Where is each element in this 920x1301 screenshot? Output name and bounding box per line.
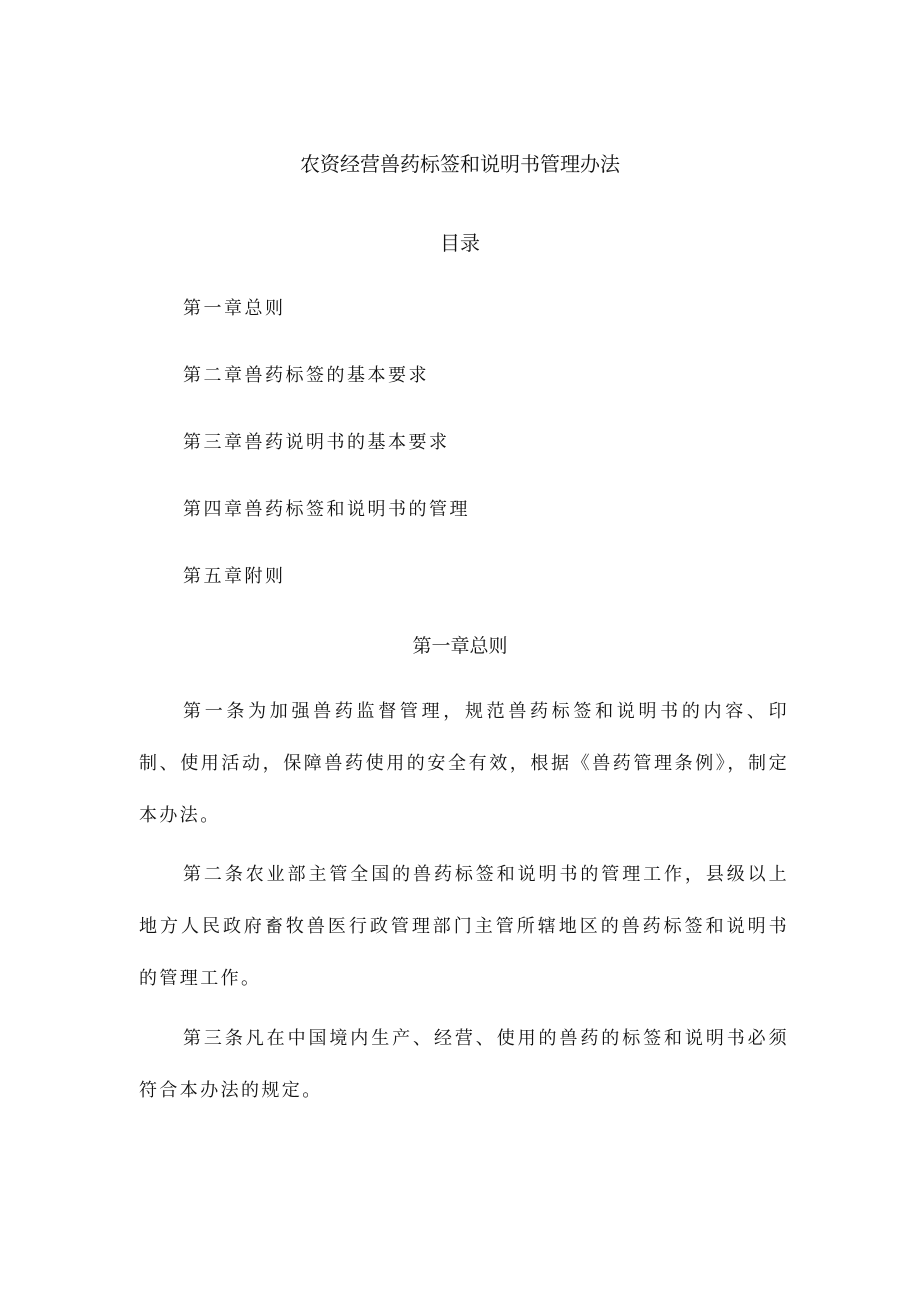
document-title: 农资经营兽药标签和说明书管理办法 bbox=[300, 152, 620, 176]
article-3: 第三条凡在中国境内生产、经营、使用的兽药的标签和说明书必须符合本办法的规定。 bbox=[139, 1028, 789, 1101]
article-2: 第二条农业部主管全国的兽药标签和说明书的管理工作，县级以上地方人民政府畜牧兽医行政管理部门主管所辖地区的兽药标签和说明书的管理工作。 bbox=[139, 864, 789, 989]
toc-heading: 目录 bbox=[440, 231, 480, 255]
article-1: 第一条为加强兽药监督管理，规范兽药标签和说明书的内容、印制、使用活动，保障兽药使用的安全有效，根据《兽药管理条例》，制定本办法。 bbox=[139, 701, 789, 826]
table-of-contents bbox=[183, 296, 470, 631]
toc-item-chapter-3: 第三章兽药说明书的基本要求 bbox=[183, 432, 450, 453]
chapter-1-heading: 第一章总则 bbox=[412, 635, 508, 657]
toc-item-chapter-5: 第五章附则 bbox=[183, 566, 286, 587]
toc-item-chapter-4: 第四章兽药标签和说明书的管理 bbox=[183, 499, 470, 520]
toc-item-chapter-2: 第二章兽药标签的基本要求 bbox=[183, 365, 429, 386]
toc-item-chapter-1: 第一章总则 bbox=[183, 298, 286, 319]
